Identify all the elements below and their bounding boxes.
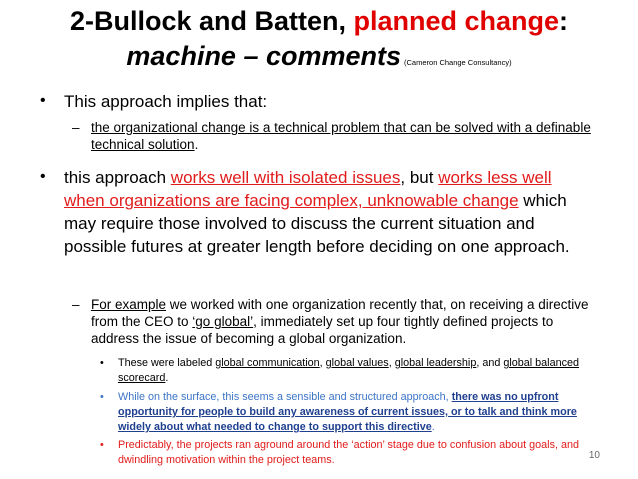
red-phrase-complex: works less well when organizations are facing complex, unknowable change bbox=[64, 168, 552, 210]
sub-item-surface: While on the surface, this seems a sensible and structured approach, there was no upfront opportunity for people to build any awareness of current issues, or to talk and think more widely about what needed to change to support this directive. bbox=[118, 391, 577, 433]
sub-underlined-text: the organizational change is a technical problem that can be solved with a definable technical solution bbox=[91, 120, 591, 152]
sub-item-labels: These were labeled global communication, global values, global leadership, and global balanced scorecard. bbox=[118, 357, 580, 384]
small-bullet: • bbox=[100, 391, 104, 403]
navy-underlined-phrase: there was no upfront opportunity for people to build any awareness of current issues, or to talk and think more widely about what needed to change to support this directive bbox=[118, 391, 577, 433]
bullet-2-text: this approach works well with isolated issues, but works less well when organizations are facing complex, unknowable change which may require those involved to discuss the current situation and possible futures at greater length before deciding on one approach. bbox=[64, 168, 570, 256]
title-machine-comments: machine – comments bbox=[126, 41, 402, 71]
red-phrase-isolated: works well with isolated issues bbox=[170, 168, 401, 187]
sub-item-predictably: Predictably, the projects ran aground around the ‘action’ stage due to confusion about goals, and dwindling motivation within the project teams. bbox=[118, 439, 579, 466]
bullet-2-sub: For example we worked with one organization recently that, on receiving a directive from the CEO to ‘go global’, immediately set up four tightly defined projects to address the issue of becoming a global organization. bbox=[91, 297, 589, 346]
title-planned-change: planned change bbox=[353, 6, 560, 36]
bullet-1-sub: the organizational change is a technical problem that can be solved with a definable technical solution. bbox=[91, 120, 591, 152]
bullet-1-text: This approach implies that: bbox=[64, 92, 268, 111]
bullet-dot: • bbox=[40, 92, 46, 109]
slide-title-line2 bbox=[0, 40, 638, 79]
small-bullet: • bbox=[100, 357, 104, 369]
slide-title-line1 bbox=[0, 5, 638, 37]
dash-marker: – bbox=[72, 120, 80, 135]
dash-marker: – bbox=[72, 297, 80, 312]
title-colon: : bbox=[559, 6, 569, 36]
title-prefix: 2-Bullock and Batten, bbox=[69, 6, 354, 36]
title-credit: (Cameron Change Consultancy) bbox=[404, 58, 512, 67]
page-number: 10 bbox=[588, 450, 600, 461]
bullet-dot: • bbox=[40, 168, 46, 185]
small-bullet: • bbox=[100, 439, 104, 451]
